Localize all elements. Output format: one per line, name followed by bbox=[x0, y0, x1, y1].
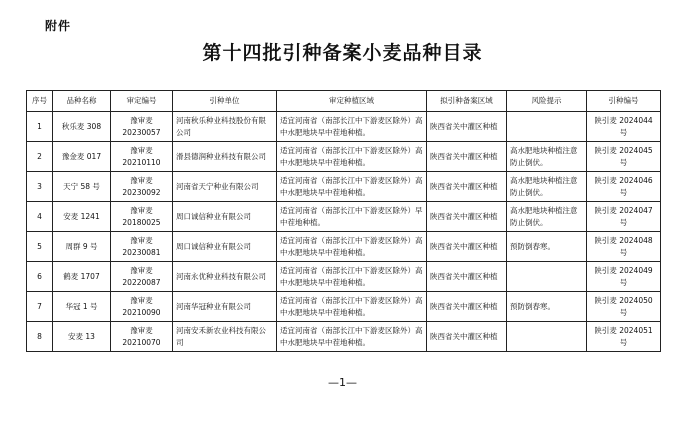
cell-introduction-number: 陕引麦 2024046 号 bbox=[587, 172, 661, 202]
cell-approval-number: 豫审麦 20230057 bbox=[111, 112, 173, 142]
cell-no: 6 bbox=[27, 262, 53, 292]
cell-approved-region: 适宜河南省（南部长江中下游麦区除外）高中水肥地块早中茬地种植。 bbox=[277, 172, 427, 202]
cell-introduction-number: 陕引麦 2024049 号 bbox=[587, 262, 661, 292]
header-proposed-region: 拟引种备案区域 bbox=[427, 91, 507, 112]
cell-risk-warning bbox=[507, 112, 587, 142]
table-header-row bbox=[27, 91, 661, 112]
table-row bbox=[27, 232, 661, 262]
cell-risk-warning: 预防倒春寒。 bbox=[507, 292, 587, 322]
cell-variety: 安麦 1241 bbox=[53, 202, 111, 232]
cell-approval-number: 豫审麦 20220087 bbox=[111, 262, 173, 292]
cell-approval-number: 豫审麦 20210090 bbox=[111, 292, 173, 322]
cell-proposed-region: 陕西省关中灌区种植 bbox=[427, 232, 507, 262]
cell-proposed-region: 陕西省关中灌区种植 bbox=[427, 172, 507, 202]
cell-introducing-unit: 河南华冠种业有限公司 bbox=[173, 292, 277, 322]
cell-risk-warning: 高水肥地块种植注意防止倒伏。 bbox=[507, 142, 587, 172]
cell-approval-number: 豫审麦 20210110 bbox=[111, 142, 173, 172]
cell-approved-region: 适宜河南省（南部长江中下游麦区除外）高中水肥地块早中茬地种植。 bbox=[277, 142, 427, 172]
cell-no: 5 bbox=[27, 232, 53, 262]
page-number: —1— bbox=[328, 376, 357, 389]
cell-introducing-unit: 河南永优种业科技有限公司 bbox=[173, 262, 277, 292]
cell-introduction-number: 陕引麦 2024044 号 bbox=[587, 112, 661, 142]
cell-proposed-region: 陕西省关中灌区种植 bbox=[427, 262, 507, 292]
cell-introducing-unit: 河南省天宁种业有限公司 bbox=[173, 172, 277, 202]
document-title: 第十四批引种备案小麦品种目录 bbox=[202, 42, 483, 64]
cell-variety: 安麦 13 bbox=[53, 322, 111, 352]
cell-proposed-region: 陕西省关中灌区种植 bbox=[427, 202, 507, 232]
cell-no: 8 bbox=[27, 322, 53, 352]
cell-proposed-region: 陕西省关中灌区种植 bbox=[427, 112, 507, 142]
cell-no: 3 bbox=[27, 172, 53, 202]
cell-introduction-number: 陕引麦 2024045 号 bbox=[587, 142, 661, 172]
header-approved-region: 审定种植区域 bbox=[277, 91, 427, 112]
table-row bbox=[27, 172, 661, 202]
cell-no: 4 bbox=[27, 202, 53, 232]
attachment-label: 附件 bbox=[45, 19, 72, 33]
cell-approved-region: 适宜河南省（南部长江中下游麦区除外）高中水肥地块早中茬地种植。 bbox=[277, 292, 427, 322]
cell-introduction-number: 陕引麦 2024048 号 bbox=[587, 232, 661, 262]
cell-approval-number: 豫审麦 20210070 bbox=[111, 322, 173, 352]
cell-proposed-region: 陕西省关中灌区种植 bbox=[427, 292, 507, 322]
cell-approved-region: 适宜河南省（南部长江中下游麦区除外）高中水肥地块早中茬地种植。 bbox=[277, 262, 427, 292]
cell-variety: 鹤麦 1707 bbox=[53, 262, 111, 292]
variety-catalog-table bbox=[26, 90, 661, 352]
cell-proposed-region: 陕西省关中灌区种植 bbox=[427, 142, 507, 172]
cell-introducing-unit: 周口诚信种业有限公司 bbox=[173, 232, 277, 262]
cell-introducing-unit: 周口诚信种业有限公司 bbox=[173, 202, 277, 232]
cell-approval-number: 豫审麦 20230092 bbox=[111, 172, 173, 202]
table-row bbox=[27, 112, 661, 142]
cell-risk-warning: 预防倒春寒。 bbox=[507, 232, 587, 262]
cell-approved-region: 适宜河南省（南部长江中下游麦区除外）高中水肥地块早中茬地种植。 bbox=[277, 232, 427, 262]
header-approval-number: 审定编号 bbox=[111, 91, 173, 112]
cell-introducing-unit: 河南安禾新农业科技有限公司 bbox=[173, 322, 277, 352]
cell-no: 1 bbox=[27, 112, 53, 142]
cell-approval-number: 豫审麦 20230081 bbox=[111, 232, 173, 262]
cell-approved-region: 适宜河南省（南部长江中下游麦区除外）高中水肥地块早中茬地种植。 bbox=[277, 322, 427, 352]
cell-approval-number: 豫审麦 20180025 bbox=[111, 202, 173, 232]
cell-variety: 豫金麦 017 bbox=[53, 142, 111, 172]
table-row bbox=[27, 322, 661, 352]
header-no: 序号 bbox=[27, 91, 53, 112]
table-row bbox=[27, 292, 661, 322]
cell-introduction-number: 陕引麦 2024050 号 bbox=[587, 292, 661, 322]
table-row bbox=[27, 202, 661, 232]
header-introduction-number: 引种编号 bbox=[587, 91, 661, 112]
cell-approved-region: 适宜河南省（南部长江中下游麦区除外）高中水肥地块早中茬地种植。 bbox=[277, 112, 427, 142]
cell-risk-warning bbox=[507, 262, 587, 292]
header-risk-warning: 风险提示 bbox=[507, 91, 587, 112]
cell-introducing-unit: 河南秋乐种业科技股份有限公司 bbox=[173, 112, 277, 142]
cell-introduction-number: 陕引麦 2024051 号 bbox=[587, 322, 661, 352]
table-row bbox=[27, 142, 661, 172]
cell-risk-warning: 高水肥地块种植注意防止倒伏。 bbox=[507, 172, 587, 202]
cell-variety: 华冠 1 号 bbox=[53, 292, 111, 322]
cell-proposed-region: 陕西省关中灌区种植 bbox=[427, 322, 507, 352]
cell-no: 2 bbox=[27, 142, 53, 172]
cell-approved-region: 适宜河南省（南部长江中下游麦区除外）早中茬地种植。 bbox=[277, 202, 427, 232]
cell-variety: 周群 9 号 bbox=[53, 232, 111, 262]
cell-risk-warning bbox=[507, 322, 587, 352]
cell-variety: 秋乐麦 308 bbox=[53, 112, 111, 142]
cell-risk-warning: 高水肥地块种植注意防止倒伏。 bbox=[507, 202, 587, 232]
cell-variety: 天宁 58 号 bbox=[53, 172, 111, 202]
cell-introducing-unit: 滑县德润种业科技有限公司 bbox=[173, 142, 277, 172]
header-introducing-unit: 引种单位 bbox=[173, 91, 277, 112]
cell-no: 7 bbox=[27, 292, 53, 322]
header-variety: 品种名称 bbox=[53, 91, 111, 112]
table-row bbox=[27, 262, 661, 292]
cell-introduction-number: 陕引麦 2024047 号 bbox=[587, 202, 661, 232]
